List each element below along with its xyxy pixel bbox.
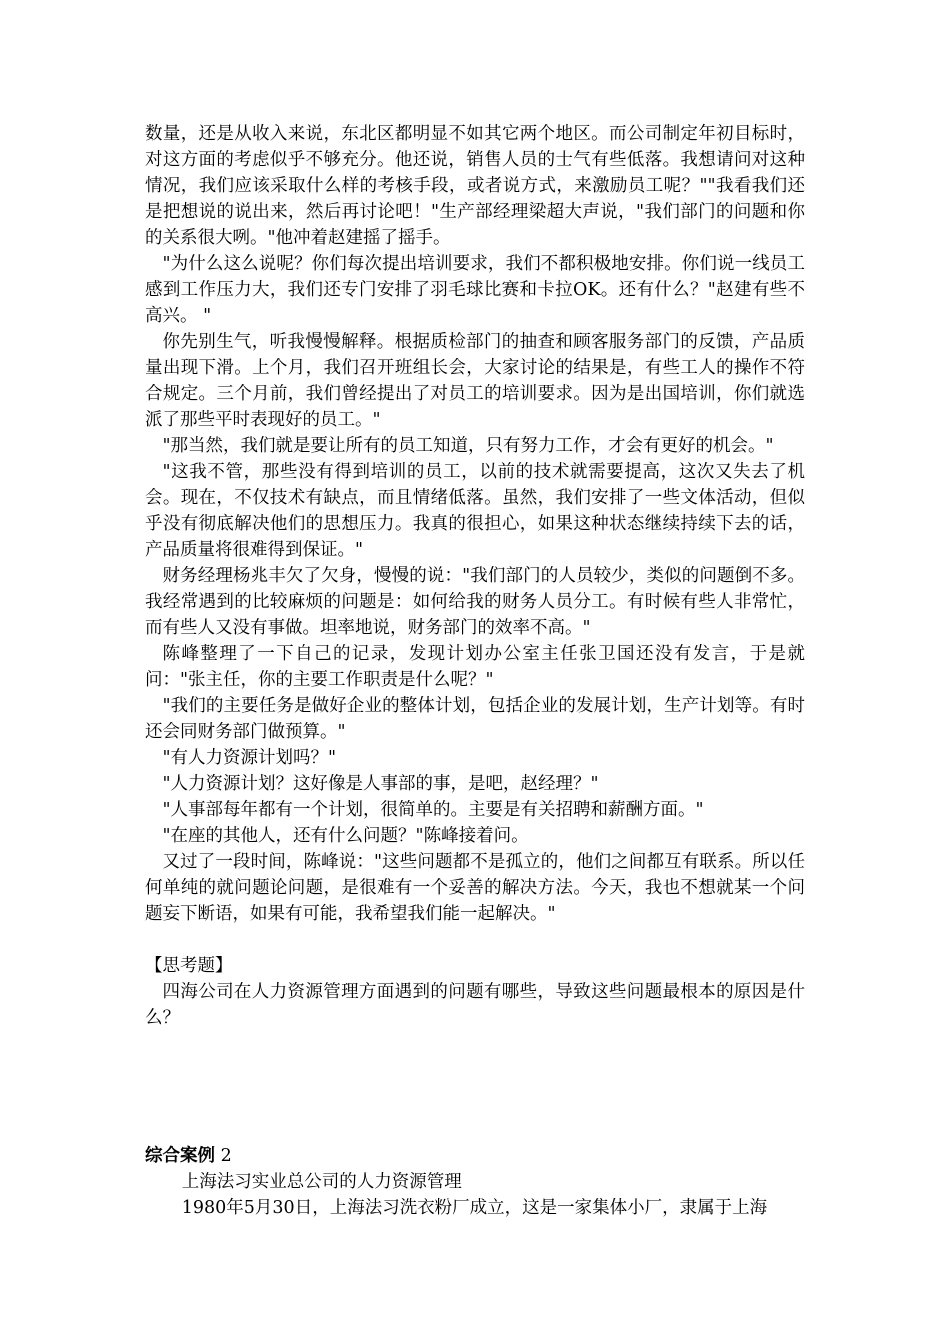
paragraph: "人事部每年都有一个计划，很简单的。主要是有关招聘和薪酬方面。" bbox=[162, 800, 704, 820]
case-dialogue-body bbox=[145, 121, 805, 1031]
paragraph: 又过了一段时间，陈峰说："这些问题都不是孤立的，他们之间都互有联系。所以任何单纯的就问题论问题，是很难有一个妥善的解决方法。今天，我也不想就某一个问题妄下断语，如果有可能，我希望我们能一起解决。" bbox=[145, 852, 805, 924]
think-question-heading: 【思考题】 bbox=[145, 956, 233, 976]
case-2-section bbox=[145, 1143, 805, 1221]
case-title-number: 2 bbox=[220, 1146, 232, 1166]
case-title bbox=[145, 1143, 805, 1169]
paragraph: 陈峰整理了一下自己的记录，发现计划办公室主任张卫国还没有发言，于是就问："张主任，你的主要工作职责是什么呢？" bbox=[145, 644, 805, 690]
case-first-line: 1980年5月30日，上海法习洗衣粉厂成立，这是一家集体小厂，隶属于上海 bbox=[181, 1198, 768, 1218]
paragraph: "在座的其他人，还有什么问题？"陈峰接着问。 bbox=[162, 826, 529, 846]
case-title-label: 综合案例 bbox=[145, 1146, 215, 1166]
paragraph: "那当然，我们就是要让所有的员工知道，只有努力工作，才会有更好的机会。" bbox=[162, 436, 774, 456]
paragraph: "为什么这么说呢？你们每次提出培训要求，我们不都积极地安排。你们说一线员工感到工作压力大，我们还专门安排了羽毛球比赛和卡拉OK。还有什么？"赵建有些不高兴。 " bbox=[145, 254, 805, 326]
paragraph: 财务经理杨兆丰欠了欠身，慢慢的说："我们部门的人员较少，类似的问题倒不多。我经常遇到的比较麻烦的问题是：如何给我的财务人员分工。有时候有些人非常忙，而有些人又没有事做。坦率地说，财务部门的效率不高。" bbox=[145, 566, 805, 638]
paragraph: 数量，还是从收入来说，东北区都明显不如其它两个地区。而公司制定年初目标时，对这方面的考虑似乎不够充分。他还说，销售人员的士气有些低落。我想请问对这种情况，我们应该采取什么样的考核手段，或者说方式，来激励员工呢？""我看我们还是把想说的说出来，然后再讨论吧！"生产部经理梁超大声说，"我们部门的问题和你的关系很大咧。"他冲着赵建摇了摇手。 bbox=[145, 124, 805, 248]
spacer bbox=[145, 927, 805, 953]
paragraph: "有人力资源计划吗？" bbox=[162, 748, 337, 768]
paragraph: "我们的主要任务是做好企业的整体计划，包括企业的发展计划，生产计划等。有时还会同财务部门做预算。" bbox=[145, 696, 805, 742]
paragraph: "人力资源计划？这好像是人事部的事，是吧，赵经理？" bbox=[162, 774, 599, 794]
think-question-text: 四海公司在人力资源管理方面遇到的问题有哪些，导致这些问题最根本的原因是什么？ bbox=[145, 982, 805, 1028]
paragraph: 你先别生气，听我慢慢解释。根据质检部门的抽查和顾客服务部门的反馈，产品质量出现下滑。上个月，我们召开班组长会，大家讨论的结果是，有些工人的操作不符合规定。三个月前，我们曾经提出了对员工的培训要求。因为是出国培训，你们就选派了那些平时表现好的员工。" bbox=[145, 332, 805, 430]
paragraph: "这我不管，那些没有得到培训的员工，以前的技术就需要提高，这次又失去了机会。现在，不仅技术有缺点，而且情绪低落。虽然，我们安排了一些文体活动，但似乎没有彻底解决他们的思想压力。我真的很担心，如果这种状态继续持续下去的话，产品质量将很难得到保证。" bbox=[145, 462, 805, 560]
case-subtitle: 上海法习实业总公司的人力资源管理 bbox=[181, 1172, 462, 1192]
